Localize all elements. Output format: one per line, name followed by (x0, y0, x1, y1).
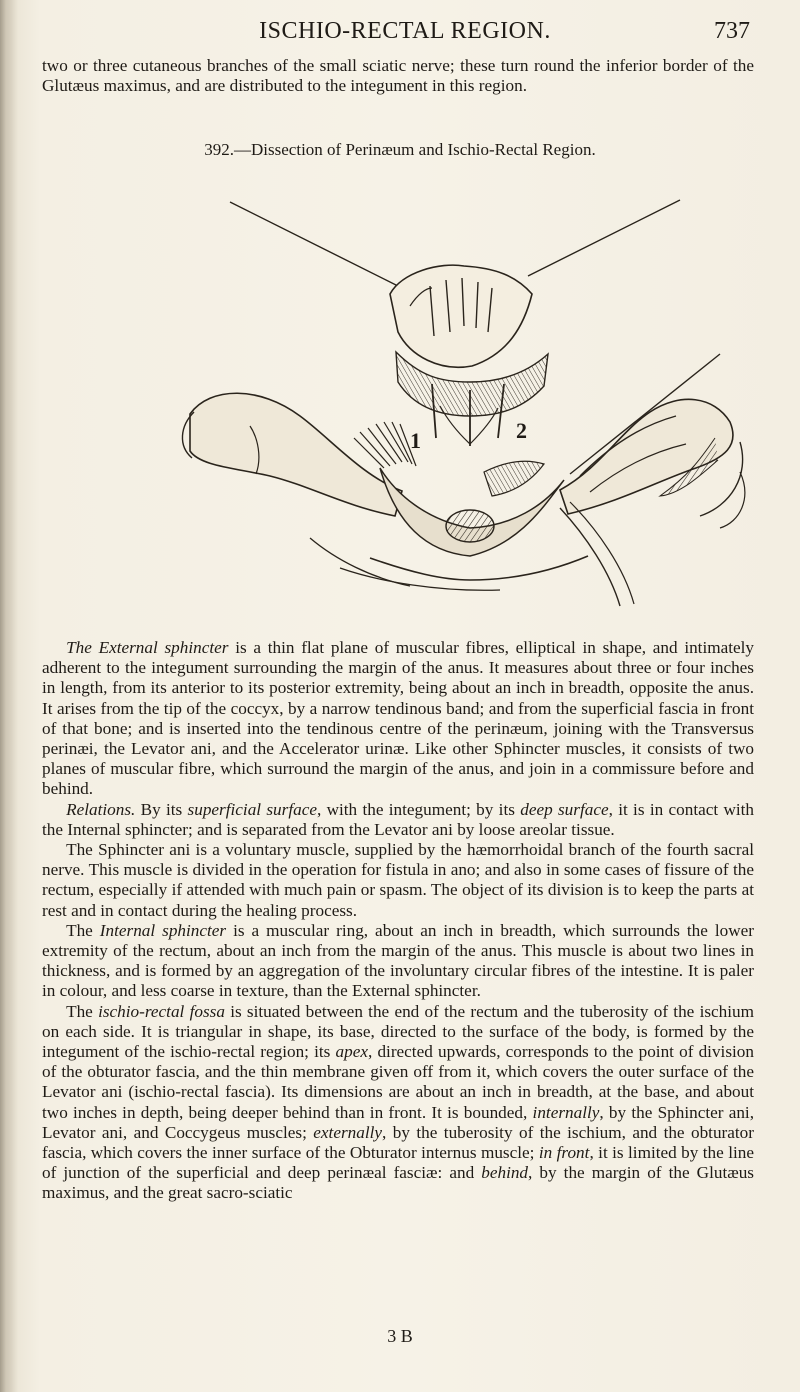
perinaeum-dissection-drawing (140, 176, 760, 634)
internal-sphincter-text-a: The (66, 920, 100, 940)
term-in-front: in front (538, 1143, 590, 1163)
figure-label-1: 1 (410, 428, 421, 453)
term-behind: behind (481, 1163, 529, 1183)
internal-sphincter-text-b: is a muscular ring, about an inch in breadth, which surrounds the lower extremity of the rectum, about an inch from the margin of the anus. This muscle is about two lines in thickness, and is formed by an aggregation of the involuntary circular fibres of the intestine. It is paler in colour, and less coarse in texture, than the External sphincter. (42, 920, 754, 1001)
fossa-text-e: , by the tuberosity of the ischium, and the obturator fascia, which covers the inner surface of the Obturator internus muscle; (42, 1122, 754, 1163)
term-internally: internally (532, 1102, 600, 1122)
relations-text-b: , with the integument; by its (316, 799, 521, 819)
figure-caption: 392.—Dissection of Perinæum and Ischio-Rectal Region. (204, 140, 596, 159)
paragraph-ischio-rectal-fossa (42, 1002, 754, 1204)
term-internal-sphincter: Internal sphincter (99, 920, 227, 940)
paragraph-sphincter-ani: The Sphincter ani is a voluntary muscle, supplied by the hæmorrhoidal branch of the fourth sacral nerve. This muscle is divided in the operation for fistula in ano; and also in some cases of fissure of the rectum, especially if attended with much pain or spasm. The object of its division is to keep the parts at rest and in contact during the healing process. (42, 840, 754, 920)
running-head: ISCHIO-RECTAL REGION. (259, 18, 551, 44)
intro-text: two or three cutaneous branches of the small sciatic nerve; these turn round the inferior border of the Glutæus maximus, and are distributed to the integument in this region. (42, 56, 754, 96)
figure-label-2: 2 (516, 418, 527, 443)
relations-text-a: By its (135, 799, 188, 819)
paragraph-external-sphincter-text: is a thin flat plane of muscular fibres, elliptical in shape, and intimately adherent to the integument surrounding the margin of the anus. It measures about three or four inches in length, from its anterior to its posterior extremity, being about an inch in breadth, opposite the anus. It arises from the tip of the coccyx, by a narrow tendinous band; and from the superficial fascia in front of that bone; and is inserted into the tendinous centre of the perinæum, joining with the Transversus perinæi, the Levator ani, and the Accelerator urinæ. Like other Sphincter muscles, it consists of two planes of muscular fibre, which surround the margin of the anus, and join in a commissure before and behind. (42, 638, 755, 799)
fossa-text-f: , it is limited by the line of junction of the superficial and deep perinæal fasciæ: and (42, 1143, 754, 1183)
paragraph-relations (42, 800, 754, 840)
page-binding-shadow (0, 0, 18, 1392)
fossa-text-g: , by the margin of the Glutæus maximus, and the great sacro-sciatic (42, 1163, 754, 1203)
intro-paragraph (42, 56, 754, 96)
term-deep-surface: deep surface (520, 799, 609, 819)
main-text (42, 638, 754, 1204)
paragraph-internal-sphincter (42, 921, 754, 1002)
signature-mark: 3 B (387, 1326, 413, 1346)
page-number: 737 (714, 18, 750, 44)
term-externally: externally (313, 1122, 383, 1142)
term-apex: apex (335, 1042, 368, 1062)
term-ischio-rectal-fossa: ischio-rectal fossa (98, 1001, 225, 1021)
fossa-text-d: , by the Sphincter ani, Levator ani, and Coccygeus muscles; (42, 1102, 754, 1142)
anatomical-illustration (140, 176, 760, 634)
relations-text-c: , it is in contact with the Internal sphincter; and is separated from the Levator ani by loose areolar tissue. (42, 799, 755, 839)
fossa-text-b: is situated between the end of the rectum and the tuberosity of the ischium on each side. It is triangular in shape, its base, directed to the surface of the body, is formed by the integument of the ischio-rectal region; its (42, 1001, 754, 1062)
page-header (60, 18, 750, 52)
paragraph-external-sphincter (42, 638, 754, 800)
fossa-text-c: , directed upwards, corresponds to the point of division of the obturator fascia, and the thin membrane given off from it, which covers the outer surface of the Levator ani (ischio-rectal fascia). Its dimensions are about an inch in breadth, at the base, and about two inches in depth, being deeper behind than in front. It is bounded, (42, 1042, 754, 1122)
term-superficial-surface: superficial surface (187, 799, 317, 819)
term-external-sphincter: The External sphincter (66, 638, 229, 657)
fossa-text-a: The (66, 1001, 99, 1021)
term-relations: Relations. (66, 799, 136, 819)
